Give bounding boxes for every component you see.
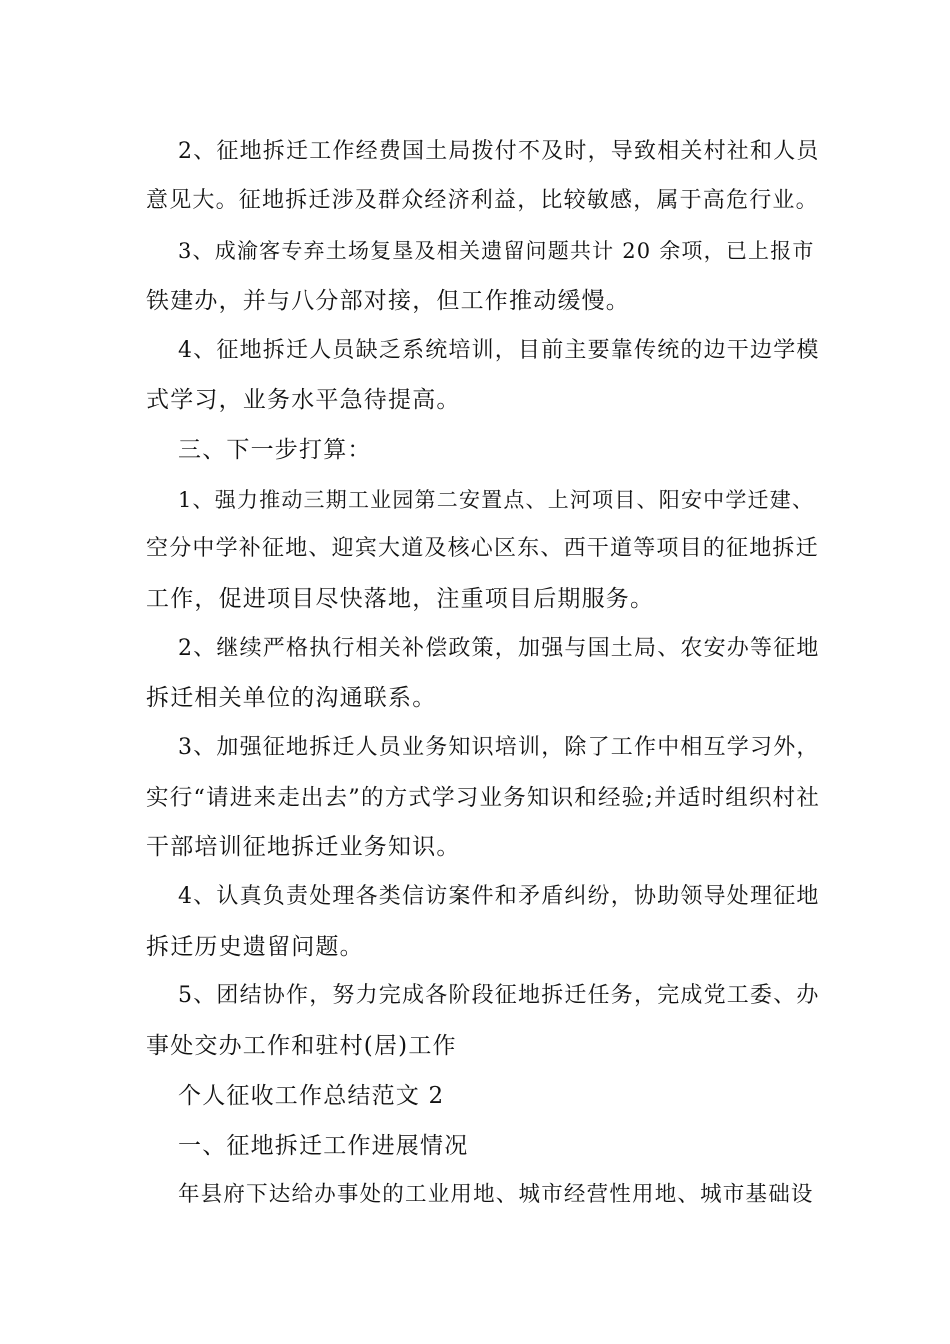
text-line: 事处交办工作和驻村(居)工作 bbox=[146, 1033, 457, 1059]
text-line: 实行“请进来走出去”的方式学习业务知识和经验;并适时组织村社 bbox=[146, 785, 821, 811]
text-line: 年县府下达给办事处的工业用地、城市经营性用地、城市基础设 bbox=[178, 1182, 814, 1207]
text-line: 4、认真负责处理各类信访案件和矛盾纠纷，协助领导处理征地 bbox=[178, 884, 820, 909]
text-line: 拆迁历史遗留问题。 bbox=[146, 934, 364, 960]
section-heading: 三、下一步打算： bbox=[178, 437, 372, 463]
text-line: 干部培训征地拆迁业务知识。 bbox=[146, 834, 461, 860]
document-title: 个人征收工作总结范文 2 bbox=[178, 1083, 445, 1109]
text-line: 5、团结协作，努力完成各阶段征地拆迁任务，完成党工委、办 bbox=[178, 983, 820, 1008]
text-line: 铁建办，并与八分部对接，但工作推动缓慢。 bbox=[146, 288, 630, 314]
text-line: 1、强力推动三期工业园第二安置点、上河项目、阳安中学迁建、 bbox=[178, 488, 815, 512]
text-line: 3、加强征地拆迁人员业务知识培训，除了工作中相互学习外， bbox=[178, 735, 820, 760]
text-line: 空分中学补征地、迎宾大道及核心区东、西干道等项目的征地拆迁 bbox=[146, 536, 819, 561]
section-heading: 一、征地拆迁工作进展情况 bbox=[178, 1133, 469, 1159]
text-line: 意见大。征地拆迁涉及群众经济利益，比较敏感，属于高危行业。 bbox=[146, 188, 819, 213]
text-line: 2、继续严格执行相关补偿政策，加强与国土局、农安办等征地 bbox=[178, 636, 820, 661]
text-line: 3、成渝客专弃土场复垦及相关遗留问题共计 20 余项，已上报市 bbox=[178, 239, 815, 263]
text-line: 工作，促进项目尽快落地，注重项目后期服务。 bbox=[146, 586, 655, 612]
text-line: 2、征地拆迁工作经费国土局拨付不及时，导致相关村社和人员 bbox=[178, 139, 820, 164]
text-line: 4、征地拆迁人员缺乏系统培训，目前主要靠传统的边干边学模 bbox=[178, 338, 820, 363]
text-line: 式学习，业务水平急待提高。 bbox=[146, 387, 461, 413]
text-line: 拆迁相关单位的沟通联系。 bbox=[146, 685, 437, 711]
